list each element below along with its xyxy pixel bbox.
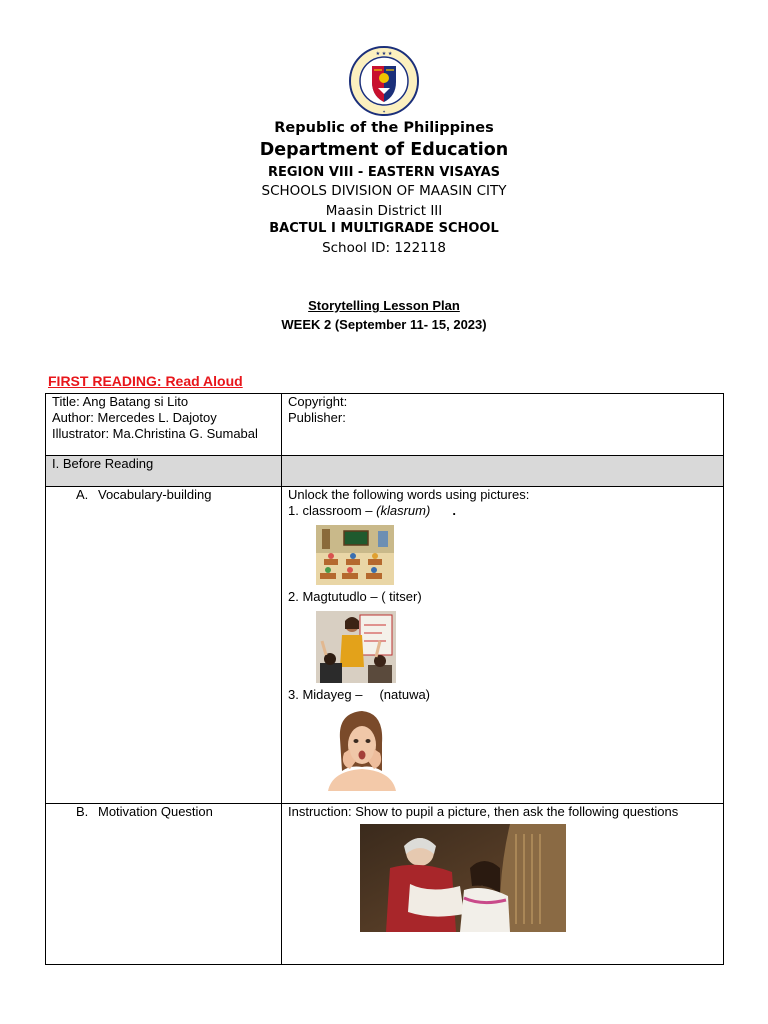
teacher-image (316, 611, 396, 683)
motivation-content-cell (282, 804, 724, 965)
vocab-item-1-translation: (klasrum) (376, 503, 431, 518)
svg-text:★ ★ ★: ★ ★ ★ (375, 51, 393, 57)
vocab-item-3 (288, 687, 717, 703)
book-author: Author: Mercedes L. Dajotoy (52, 410, 217, 425)
table-row (46, 487, 724, 804)
vocab-item-1-dot: . (452, 503, 456, 518)
motivation-label-cell (46, 804, 282, 965)
book-illustrator: Illustrator: Ma.Christina G. Sumabal (52, 426, 258, 441)
vocab-item-2: 2. Magtutudlo – ( titser) (288, 589, 422, 604)
vocab-label: Vocabulary-building (98, 487, 212, 502)
vocab-intro: Unlock the following words using pictures: (288, 487, 530, 502)
lesson-plan-table (45, 393, 724, 965)
plan-week: WEEK 2 (September 11- 15, 2023) (281, 317, 487, 332)
motivation-letter: B. (76, 804, 89, 819)
header-district: Maasin District III (325, 203, 443, 219)
header-division: SCHOOLS DIVISION OF MAASIN CITY (261, 183, 507, 199)
motivation-label: Motivation Question (98, 804, 213, 819)
before-reading-heading: I. Before Reading (46, 456, 282, 487)
header-school: BACTUL I MULTIGRADE SCHOOL (269, 221, 499, 236)
vocab-content-cell (282, 487, 724, 804)
classroom-image (316, 525, 394, 585)
vocab-letter: A. (76, 487, 89, 502)
motivation-painting-image (360, 824, 566, 932)
header-department: Department of Education (259, 140, 509, 160)
table-row (46, 394, 724, 456)
surprised-woman-image (322, 709, 402, 791)
empty-cell (282, 456, 724, 487)
header-school-id: School ID: 122118 (322, 240, 446, 256)
plan-title: Storytelling Lesson Plan (308, 298, 460, 313)
vocab-item-3-word: 3. Midayeg – (288, 687, 363, 702)
header-republic: Republic of the Philippines (274, 120, 494, 136)
vocab-item-1 (288, 503, 717, 519)
vocab-label-cell (46, 487, 282, 804)
book-title: Title: Ang Batang si Lito (52, 394, 189, 409)
publisher-label: Publisher: (288, 410, 346, 425)
section-title: FIRST READING: Read Aloud (48, 373, 243, 389)
header-region: REGION VIII - EASTERN VISAYAS (267, 165, 500, 180)
book-info-cell (46, 394, 282, 456)
table-row (46, 456, 724, 487)
vocab-item-3-translation: (natuwa) (379, 687, 431, 702)
deped-seal-logo (348, 44, 420, 118)
table-row (46, 804, 724, 965)
publication-cell (282, 394, 724, 456)
copyright-label: Copyright: (288, 394, 348, 409)
motivation-instruction: Instruction: Show to pupil a picture, then ask the following questions (288, 804, 679, 819)
vocab-item-1-word: 1. classroom – (288, 503, 377, 518)
svg-text:✦: ✦ (382, 109, 386, 114)
